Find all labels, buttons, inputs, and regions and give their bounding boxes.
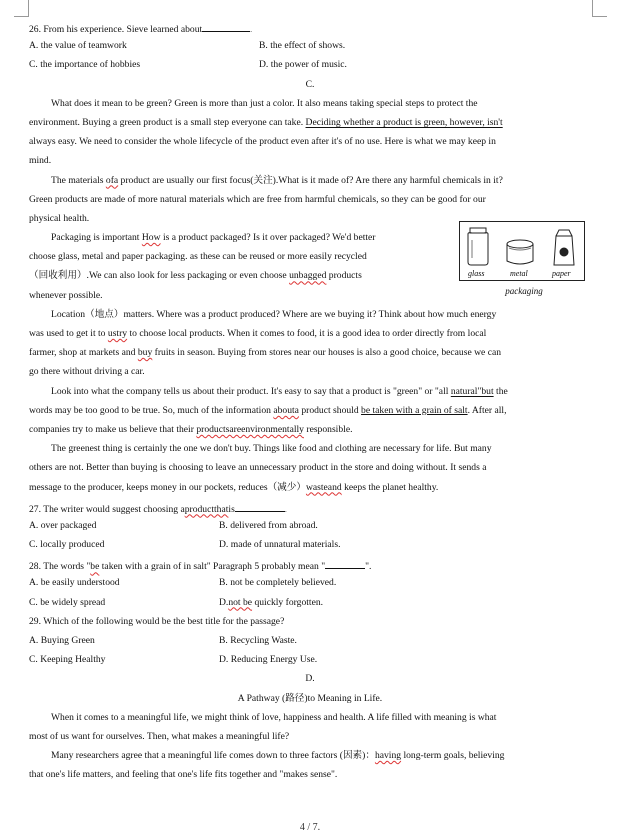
passage-c-paragraph-4: Location（地点）matters. Where was a product produced? Where are we buying it? Think about how much energy was used to get it to ustry to choose local products. When it comes to food, it is a good idea to order directly from local farmer, shop at markets and buy fruits in season. Buying from stores near our houses is also a good choice, because we can go there without driving a car. <box>29 308 502 378</box>
passage-c-paragraph-5: Look into what the company tells us about their product. It's easy to say that a product is "green" or "all natural"but the words may be too good to be true. So, much of the information abouta product should be taken with a grain of salt. After all, companies try to make us believe that their productsareenvironmentally responsible. <box>29 385 508 435</box>
passage-c-paragraph-1: What does it mean to be green? Green is more than just a color. It also means taking special steps to protect the environment. Buying a green product is a small step everyone can take. Deciding whether a product is green, however, isn't always easy. We need to consider the whole lifecycle of the product even after it's of no use. Here is what we may keep in mind. <box>29 97 503 167</box>
label-metal: metal <box>510 269 528 278</box>
option-c: C. Keeping Healthy <box>29 654 106 666</box>
label-paper: paper <box>552 269 571 278</box>
answer-blank <box>202 21 250 32</box>
option-a: A. Buying Green <box>29 635 95 646</box>
question-28-stem: 28. The words "be taken with a grain of in salt" Paragraph 5 probably mean " ". <box>29 558 591 577</box>
question-29-stem: 29. Which of the following would be the best title for the passage? <box>29 615 285 627</box>
question-27-options-row-1 <box>29 520 591 539</box>
question-26-options-row-2 <box>29 59 591 78</box>
question-27-options-row-2 <box>29 539 591 558</box>
option-d: D. the power of music. <box>259 59 347 71</box>
option-b: B. delivered from abroad. <box>219 519 318 531</box>
figure-caption: packaging <box>505 286 543 296</box>
option-b: B. not be completely believed. <box>219 577 337 589</box>
option-a: A. over packaged <box>29 519 97 531</box>
answer-blank <box>235 501 285 512</box>
passage-d-paragraph-1: When it comes to a meaningful life, we might think of love, happiness and health. A life filled with meaning is what most of us want for ourselves. Then, what makes a meaningful life? <box>29 711 497 742</box>
answer-blank <box>325 558 365 569</box>
passage-c-paragraph-2: The materials ofa product are usually our first focus(关注).What is it made of? Are there any harmful chemicals in it? Green products are made of more natural materials which are free from harmful chemicals, so they can be good for our physical health. <box>29 174 503 224</box>
passage-c-paragraph-3: Packaging is important How is a product packaged? Is it over packaged? We'd better choose glass, metal and paper packaging. as these can be reused or more easily recycled （回收利用）.We can also look for less packaging or even choose unbagged products whenever possible. <box>29 232 376 301</box>
metal-can-icon <box>507 240 533 264</box>
passage-d-label: D. <box>305 673 315 685</box>
passage-d-title: A Pathway (路径)to Meaning in Life. <box>237 692 383 704</box>
glass-jar-icon <box>468 228 488 265</box>
option-c: C. locally produced <box>29 539 105 551</box>
question-28-options-row-1 <box>29 577 591 596</box>
passage-d-paragraph-2: Many researchers agree that a meaningful life comes down to three factors (因素)：having long-term goals, believing that one's life matters, and feeling that one's life fits together and "makes sense". <box>29 750 505 781</box>
question-29-options-row-2 <box>29 654 591 673</box>
option-d: D.not be quickly forgotten. <box>219 596 324 608</box>
option-c: C. the importance of hobbies <box>29 59 141 71</box>
label-glass: glass <box>468 269 485 278</box>
option-d: D. made of unnatural materials. <box>219 539 341 551</box>
paper-bag-icon <box>554 230 574 265</box>
question-26-options-row-1 <box>29 40 591 59</box>
option-d: D. Reducing Energy Use. <box>219 654 318 666</box>
crop-mark-top-left <box>14 0 29 17</box>
question-27-stem: 27. The writer would suggest choosing aproductthatis . <box>29 501 591 520</box>
option-a: A. the value of teamwork <box>29 40 127 52</box>
passage-c-label: C. <box>305 78 315 90</box>
page-content <box>29 21 591 789</box>
question-28-options-row-2 <box>29 597 591 616</box>
option-c: C. be widely spread <box>29 596 106 608</box>
page-number: 4 / 7. <box>299 822 321 833</box>
underlined-phrase: be taken with a grain of salt <box>361 404 468 416</box>
packaging-figure <box>459 221 589 299</box>
question-29-options-row-1 <box>29 635 591 654</box>
crop-mark-top-right <box>592 0 607 17</box>
option-b: B. the effect of shows. <box>259 40 346 52</box>
question-26-stem: 26. From his experience. Sieve learned about . <box>29 21 591 40</box>
option-b: B. Recycling Waste. <box>219 635 297 646</box>
packaging-illustration <box>459 221 585 281</box>
option-a: A. be easily understood <box>29 577 120 589</box>
passage-c-paragraph-6: The greenest thing is certainly the one we don't buy. Things like food and clothing are necessary for life. But many others are not. Better than buying is choosing to leave an unnecessary product in the store and doing without. It sends a message to the producer, keeps money in our pockets, reduces（减少）wasteand keeps the planet healthy. <box>29 443 492 493</box>
